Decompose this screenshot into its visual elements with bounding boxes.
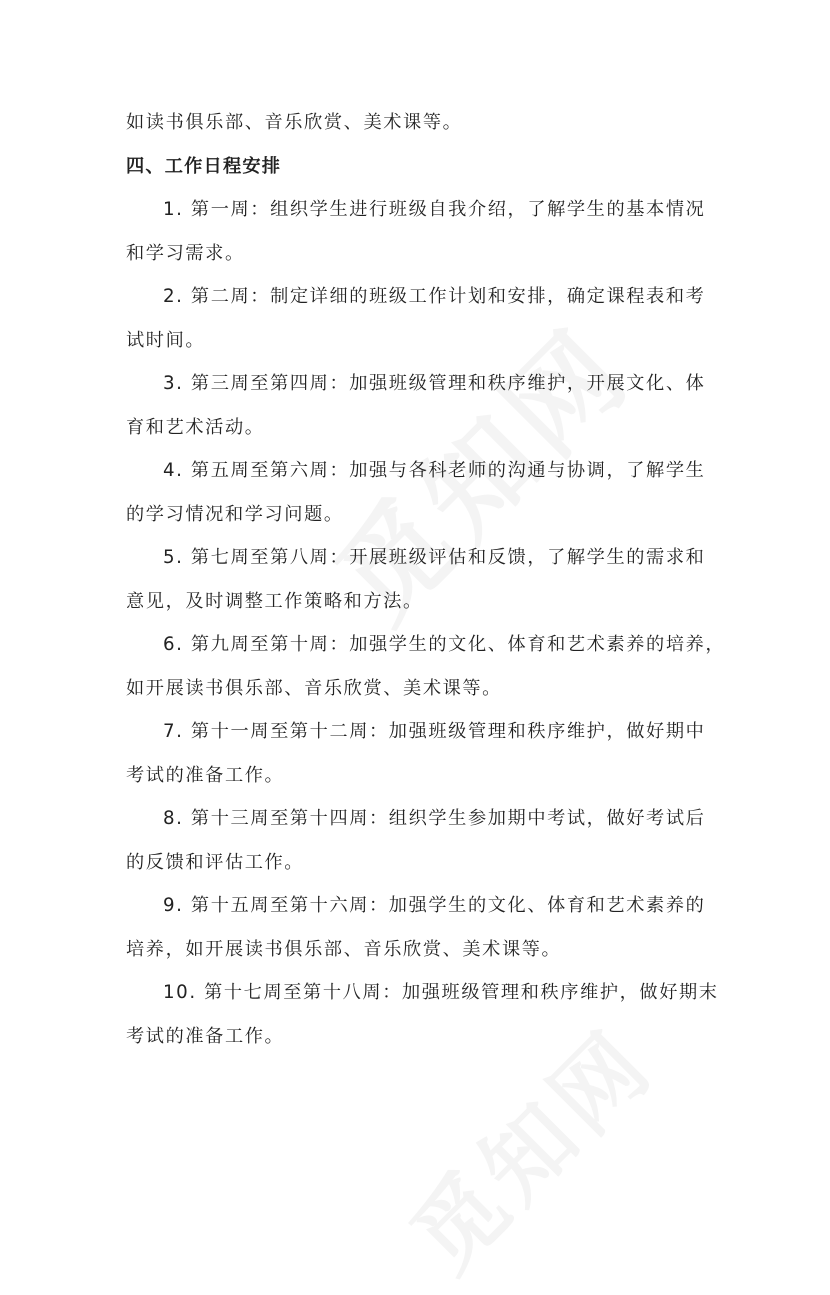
document-body	[126, 101, 726, 1058]
schedule-item-line: 培养，如开展读书俱乐部、音乐欣赏、美术课等。	[126, 938, 562, 960]
schedule-item-line: 考试的准备工作。	[126, 764, 285, 786]
schedule-item-line: 育和艺术活动。	[126, 416, 265, 438]
schedule-item	[126, 623, 726, 710]
schedule-item	[126, 797, 704, 884]
schedule-item	[126, 362, 704, 449]
schedule-item-line: 10. 第十七周至第十八周：加强班级管理和秩序维护，做好期末	[163, 982, 719, 1003]
schedule-item-line: 的反馈和评估工作。	[126, 851, 305, 873]
schedule-item-line: 4. 第五周至第六周：加强与各科老师的沟通与协调，了解学生	[163, 460, 706, 481]
schedule-item-line: 9. 第十五周至第十六周：加强学生的文化、体育和艺术素养的	[163, 895, 706, 916]
schedule-item-line: 和学习需求。	[126, 242, 245, 264]
schedule-item-line: 8. 第十三周至第十四周：组织学生参加期中考试，做好考试后	[163, 808, 706, 829]
schedule-item-line: 2. 第二周：制定详细的班级工作计划和安排，确定课程表和考	[163, 286, 706, 307]
schedule-item-line: 意见，及时调整工作策略和方法。	[126, 590, 423, 612]
schedule-item	[126, 971, 719, 1058]
schedule-item-line: 5. 第七周至第八周：开展班级评估和反馈，了解学生的需求和	[163, 547, 706, 568]
section-heading: 四、工作日程安排	[126, 155, 282, 177]
schedule-item-line: 1. 第一周：组织学生进行班级自我介绍，了解学生的基本情况	[163, 199, 706, 220]
schedule-item	[126, 188, 704, 275]
schedule-item-line: 的学习情况和学习问题。	[126, 503, 344, 525]
continuation-line: 如读书俱乐部、音乐欣赏、美术课等。	[126, 112, 463, 133]
schedule-item	[126, 884, 704, 971]
schedule-item-line: 6. 第九周至第十周：加强学生的文化、体育和艺术素养的培养，	[163, 634, 726, 655]
schedule-item-line: 如开展读书俱乐部、音乐欣赏、美术课等。	[126, 677, 502, 699]
schedule-item-line: 试时间。	[126, 329, 206, 351]
schedule-item	[126, 275, 704, 362]
schedule-item-line: 3. 第三周至第四周：加强班级管理和秩序维护，开展文化、体	[163, 373, 706, 394]
schedule-item-line: 考试的准备工作。	[126, 1025, 285, 1047]
schedule-item	[126, 710, 704, 797]
schedule-item	[126, 449, 704, 536]
schedule-item-line: 7. 第十一周至第十二周：加强班级管理和秩序维护，做好期中	[163, 721, 706, 742]
schedule-item	[126, 536, 704, 623]
